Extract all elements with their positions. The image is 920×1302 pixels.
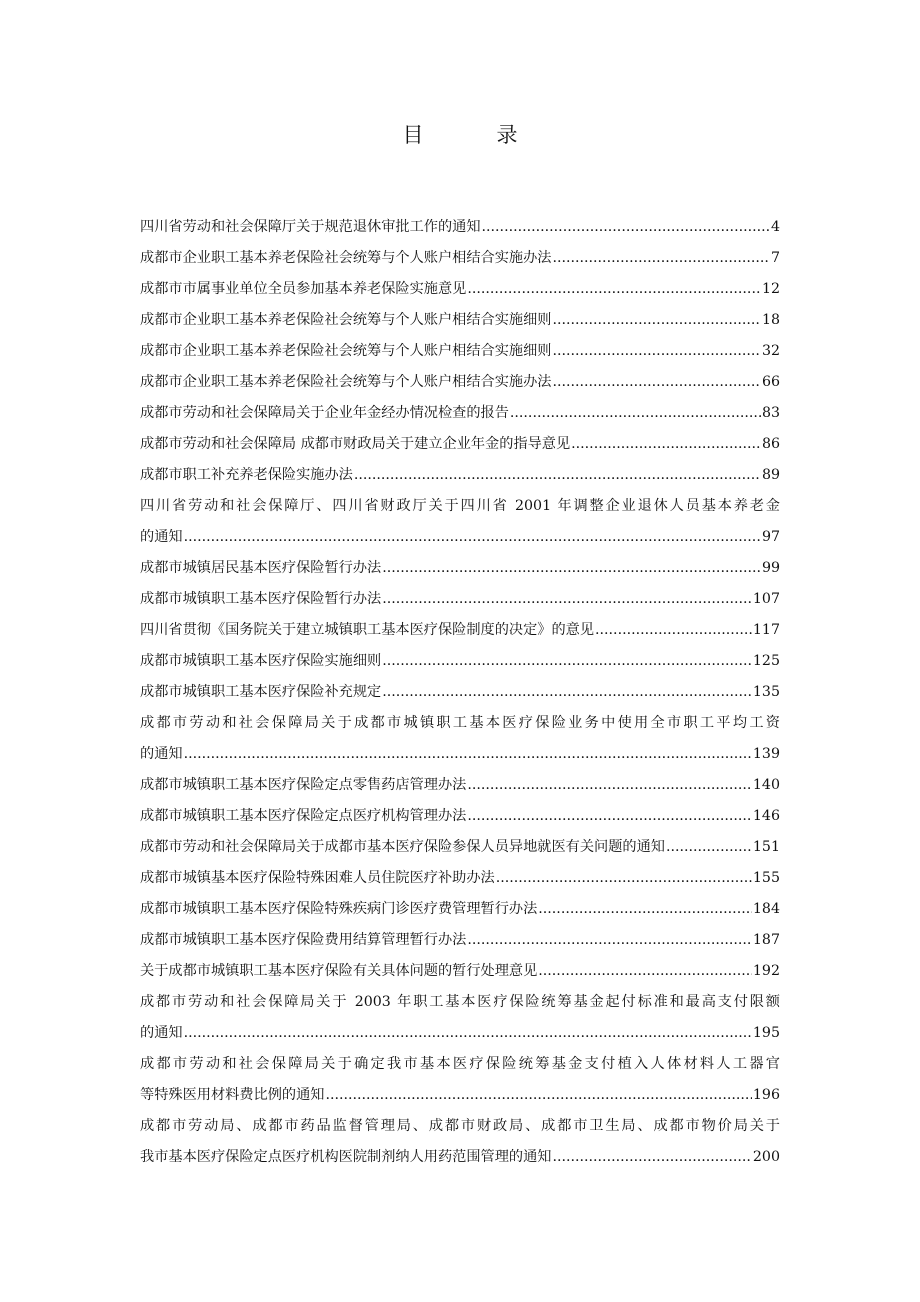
toc-page-number: 12 bbox=[761, 281, 780, 297]
toc-entry[interactable] bbox=[140, 801, 780, 832]
toc-entry-row bbox=[140, 646, 780, 677]
toc-page-number: 184 bbox=[752, 901, 780, 917]
toc-entry-title: 成都市企业职工基本养老保险社会统筹与个人账户相结合实施细则 bbox=[140, 343, 552, 359]
toc-entry-row bbox=[140, 212, 780, 243]
toc-entry-row bbox=[140, 274, 780, 305]
dot-leader bbox=[538, 894, 752, 925]
toc-page-number: 139 bbox=[752, 746, 780, 762]
dot-leader bbox=[382, 584, 752, 615]
dot-leader bbox=[467, 925, 752, 956]
dot-leader bbox=[354, 460, 761, 491]
toc-page-number: 155 bbox=[752, 870, 780, 886]
toc-entry-row bbox=[140, 832, 780, 863]
toc-entry-row bbox=[140, 398, 780, 429]
toc-entry-title: 成都市城镇职工基本医疗保险实施细则 bbox=[140, 653, 382, 669]
dot-leader bbox=[382, 553, 761, 584]
toc-entry[interactable] bbox=[140, 708, 780, 770]
toc-entry-row bbox=[140, 460, 780, 491]
toc-entry-row bbox=[140, 615, 780, 646]
toc-entry[interactable] bbox=[140, 460, 780, 491]
toc-entry-row bbox=[140, 1018, 780, 1049]
toc-page-number: 107 bbox=[752, 591, 780, 607]
toc-entry[interactable] bbox=[140, 553, 780, 584]
dot-leader bbox=[467, 770, 752, 801]
dot-leader bbox=[184, 1018, 752, 1049]
toc-page-number: 192 bbox=[752, 963, 780, 979]
toc-entry-row bbox=[140, 1142, 780, 1173]
toc-page-number: 66 bbox=[761, 374, 780, 390]
toc-entry[interactable] bbox=[140, 832, 780, 863]
toc-entry-title: 成都市城镇职工基本医疗保险定点医疗机构管理办法 bbox=[140, 808, 467, 824]
toc-page-number: 140 bbox=[752, 777, 780, 793]
toc-entry-title: 成都市劳动和社会保障局关于成都市基本医疗保险参保人员异地就医有关问题的通知 bbox=[140, 839, 665, 855]
toc-entry-title: 的通知 bbox=[140, 746, 183, 762]
toc-entry-title: 等特殊医用材料费比例的通知 bbox=[140, 1087, 325, 1103]
toc-entry-row bbox=[140, 770, 780, 801]
toc-entry[interactable] bbox=[140, 863, 780, 894]
dot-leader bbox=[510, 398, 761, 429]
toc-entry[interactable] bbox=[140, 305, 780, 336]
toc-entry-title: 成都市城镇基本医疗保险特殊困难人员住院医疗补助办法 bbox=[140, 870, 495, 886]
toc-entry-title: 成都市劳动和社会保障局 成都市财政局关于建立企业年金的指导意见 bbox=[140, 436, 571, 452]
toc-page-number: 151 bbox=[752, 839, 780, 855]
toc-page-number: 135 bbox=[752, 684, 780, 700]
dot-leader bbox=[552, 1142, 751, 1173]
dot-leader bbox=[538, 956, 752, 987]
toc-page-number: 7 bbox=[770, 250, 780, 266]
dot-leader bbox=[552, 243, 770, 274]
toc-page-number: 196 bbox=[752, 1087, 780, 1103]
toc-page-number: 195 bbox=[752, 1025, 780, 1041]
toc-entry[interactable] bbox=[140, 894, 780, 925]
toc-entry-row bbox=[140, 925, 780, 956]
toc-page-number: 117 bbox=[752, 622, 780, 638]
dot-leader bbox=[552, 336, 760, 367]
toc-entry-title: 成都市市属事业单位全员参加基本养老保险实施意见 bbox=[140, 281, 467, 297]
toc-entry-row bbox=[140, 553, 780, 584]
dot-leader bbox=[552, 367, 760, 398]
toc-entry-row bbox=[140, 1080, 780, 1111]
toc-page-number: 83 bbox=[761, 405, 780, 421]
toc-entry[interactable] bbox=[140, 212, 780, 243]
toc-entry[interactable] bbox=[140, 367, 780, 398]
toc-page-number: 86 bbox=[761, 436, 780, 452]
toc-entry-title: 四川省劳动和社会保障厅关于规范退休审批工作的通知 bbox=[140, 219, 481, 235]
toc-page-number: 4 bbox=[770, 219, 780, 235]
toc-entry-row bbox=[140, 243, 780, 274]
dot-leader bbox=[184, 522, 761, 553]
toc-entry-row bbox=[140, 367, 780, 398]
toc-entry-title: 的通知 bbox=[140, 529, 183, 545]
toc-entry-row bbox=[140, 429, 780, 460]
toc-entry[interactable] bbox=[140, 925, 780, 956]
toc-entry-title: 成都市城镇职工基本医疗保险定点零售药店管理办法 bbox=[140, 777, 467, 793]
toc-entry-title: 我市基本医疗保险定点医疗机构医院制剂纳人用药范围管理的通知 bbox=[140, 1149, 552, 1165]
page-title: 目 录 bbox=[402, 123, 544, 147]
toc-page-number: 89 bbox=[761, 467, 780, 483]
dot-leader bbox=[325, 1080, 751, 1111]
toc-entry-row bbox=[140, 801, 780, 832]
dot-leader bbox=[571, 429, 761, 460]
toc-entry[interactable] bbox=[140, 429, 780, 460]
dot-leader bbox=[666, 832, 752, 863]
toc-entry-title: 成都市城镇职工基本医疗保险暂行办法 bbox=[140, 591, 382, 607]
toc-entry[interactable] bbox=[140, 987, 780, 1049]
toc-entry-title-line: 成都市劳动局、成都市药品监督管理局、成都市财政局、成都市卫生局、成都市物价局关于 bbox=[140, 1118, 780, 1134]
toc-page-number: 125 bbox=[752, 653, 780, 669]
toc-entry[interactable] bbox=[140, 770, 780, 801]
toc-entry[interactable] bbox=[140, 274, 780, 305]
toc-entry-row bbox=[140, 677, 780, 708]
dot-leader bbox=[467, 274, 761, 305]
toc-entry[interactable] bbox=[140, 956, 780, 987]
toc-entry-title: 成都市企业职工基本养老保险社会统筹与个人账户相结合实施细则 bbox=[140, 312, 552, 328]
toc-list bbox=[140, 212, 780, 1173]
dot-leader bbox=[382, 677, 752, 708]
dot-leader bbox=[595, 615, 752, 646]
toc-entry[interactable] bbox=[140, 336, 780, 367]
toc-page-number: 18 bbox=[761, 312, 780, 328]
toc-entry[interactable] bbox=[140, 615, 780, 646]
toc-entry[interactable] bbox=[140, 243, 780, 274]
toc-entry-title: 关于成都市城镇职工基本医疗保险有关具体问题的暂行处理意见 bbox=[140, 963, 538, 979]
toc-entry-title: 成都市城镇职工基本医疗保险补充规定 bbox=[140, 684, 382, 700]
toc-entry-title: 的通知 bbox=[140, 1025, 183, 1041]
toc-entry-title-line: 成都市劳动和社会保障局关于 2003 年职工基本医疗保险统筹基金起付标准和最高支付限额 bbox=[140, 994, 780, 1010]
toc-entry-title: 成都市城镇职工基本医疗保险特殊疾病门诊医疗费管理暂行办法 bbox=[140, 901, 538, 917]
toc-entry-row bbox=[140, 863, 780, 894]
toc-entry-row bbox=[140, 956, 780, 987]
toc-entry[interactable] bbox=[140, 677, 780, 708]
toc-entry-row bbox=[140, 305, 780, 336]
toc-entry-title: 成都市职工补充养老保险实施办法 bbox=[140, 467, 353, 483]
toc-entry-row bbox=[140, 584, 780, 615]
toc-page-number: 146 bbox=[752, 808, 780, 824]
dot-leader bbox=[496, 863, 752, 894]
toc-page-number: 200 bbox=[752, 1149, 780, 1165]
toc-page-number: 97 bbox=[761, 529, 780, 545]
dot-leader bbox=[467, 801, 752, 832]
dot-leader bbox=[184, 739, 752, 770]
toc-entry[interactable] bbox=[140, 491, 780, 553]
dot-leader bbox=[382, 646, 752, 677]
toc-page-number: 99 bbox=[761, 560, 780, 576]
toc-entry[interactable] bbox=[140, 1111, 780, 1173]
toc-entry[interactable] bbox=[140, 1049, 780, 1111]
toc-entry-title: 成都市企业职工基本养老保险社会统筹与个人账户相结合实施办法 bbox=[140, 374, 552, 390]
toc-entry-title: 成都市城镇居民基本医疗保险暂行办法 bbox=[140, 560, 382, 576]
dot-leader bbox=[552, 305, 760, 336]
toc-page-number: 32 bbox=[761, 343, 780, 359]
dot-leader bbox=[482, 212, 770, 243]
toc-entry-row bbox=[140, 894, 780, 925]
toc-entry[interactable] bbox=[140, 646, 780, 677]
toc-entry-title-line: 四川省劳动和社会保障厅、四川省财政厅关于四川省 2001 年调整企业退休人员基本养老金 bbox=[140, 498, 780, 514]
toc-entry-title: 成都市城镇职工基本医疗保险费用结算管理暂行办法 bbox=[140, 932, 467, 948]
toc-entry-title-line: 成都市劳动和社会保障局关于确定我市基本医疗保险统筹基金支付植入人体材料人工器官 bbox=[140, 1056, 780, 1072]
toc-entry-row bbox=[140, 739, 780, 770]
toc-page-number: 187 bbox=[752, 932, 780, 948]
toc-entry-row bbox=[140, 336, 780, 367]
toc-entry-row bbox=[140, 522, 780, 553]
toc-entry-title: 成都市劳动和社会保障局关于企业年金经办情况检查的报告 bbox=[140, 405, 509, 421]
toc-entry-title: 四川省贯彻《国务院关于建立城镇职工基本医疗保险制度的决定》的意见 bbox=[140, 622, 595, 638]
toc-entry[interactable] bbox=[140, 584, 780, 615]
toc-entry-title: 成都市企业职工基本养老保险社会统筹与个人账户相结合实施办法 bbox=[140, 250, 552, 266]
toc-entry-title-line: 成都市劳动和社会保障局关于成都市城镇职工基本医疗保险业务中使用全市职工平均工资 bbox=[140, 715, 780, 731]
toc-entry[interactable] bbox=[140, 398, 780, 429]
